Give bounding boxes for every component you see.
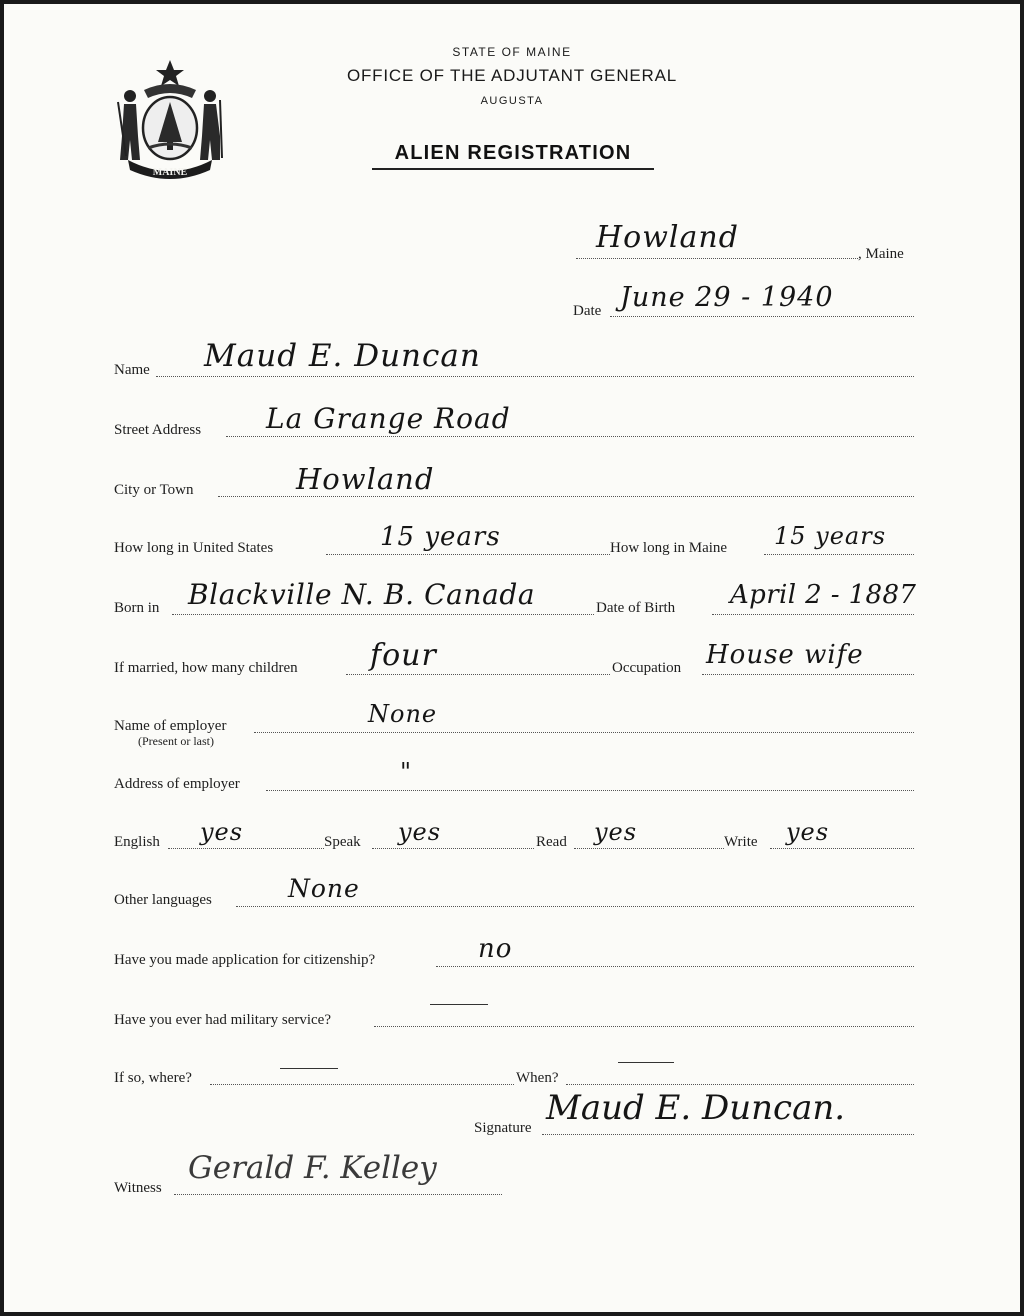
city-value[interactable]: Howland: [296, 462, 435, 496]
speak-field-line: [372, 848, 534, 849]
signature-field-line: [542, 1134, 914, 1135]
how-long-maine-value[interactable]: 15 years: [774, 522, 887, 550]
english-label: English: [114, 834, 160, 850]
title-underline: [372, 168, 654, 170]
children-field-line: [346, 674, 610, 675]
date-field-line: [610, 316, 914, 317]
witness-field-line: [174, 1194, 502, 1195]
signature-label: Signature: [474, 1120, 532, 1136]
english-value[interactable]: yes: [200, 818, 244, 846]
english-field-line: [168, 848, 324, 849]
other-languages-label: Other languages: [114, 892, 212, 908]
write-label: Write: [724, 834, 758, 850]
military-service-dash-mark: [430, 1004, 488, 1005]
how-long-maine-label: How long in Maine: [610, 540, 728, 556]
place-value[interactable]: Howland: [596, 220, 739, 255]
employer-name-sublabel: (Present or last): [138, 734, 214, 748]
how-long-us-field-line: [326, 554, 610, 555]
employer-address-label: Address of employer: [114, 776, 240, 792]
military-service-field-line: [374, 1026, 914, 1027]
witness-value[interactable]: Gerald F. Kelley: [188, 1150, 437, 1186]
occupation-label: Occupation: [612, 660, 682, 676]
name-label: Name: [114, 362, 150, 378]
date-label: Date: [573, 303, 602, 319]
children-value[interactable]: four: [370, 638, 437, 673]
name-field-line: [156, 376, 914, 377]
where-label: If so, where?: [114, 1070, 192, 1086]
signature-value[interactable]: Maud E. Duncan.: [546, 1088, 846, 1128]
where-dash-mark: [280, 1068, 338, 1069]
employer-name-field-line: [254, 732, 914, 733]
form-title: ALIEN REGISTRATION: [394, 142, 632, 164]
write-value[interactable]: yes: [786, 818, 830, 846]
header-city: AUGUSTA: [480, 95, 544, 107]
citizenship-value[interactable]: no: [478, 934, 513, 964]
date-of-birth-label: Date of Birth: [596, 600, 676, 616]
read-field-line: [574, 848, 724, 849]
employer-name-value[interactable]: None: [368, 700, 438, 728]
occupation-value[interactable]: House wife: [706, 640, 864, 670]
place-field-line: [576, 258, 858, 259]
name-value[interactable]: Maud E. Duncan: [204, 338, 481, 374]
street-address-value[interactable]: La Grange Road: [266, 402, 511, 435]
citizenship-label: Have you made application for citizenship?: [114, 952, 376, 968]
seal-banner: MAINE: [152, 167, 188, 178]
write-field-line: [770, 848, 914, 849]
registration-form: [4, 4, 1020, 1312]
speak-label: Speak: [324, 834, 361, 850]
when-field-line: [566, 1084, 914, 1085]
born-in-value[interactable]: Blackville N. B. Canada: [188, 578, 536, 611]
military-service-label: Have you ever had military service?: [114, 1012, 331, 1028]
street-address-label: Street Address: [114, 422, 202, 438]
when-dash-mark: [618, 1062, 674, 1063]
when-label: When?: [516, 1070, 559, 1086]
read-label: Read: [536, 834, 567, 850]
citizenship-field-line: [436, 966, 914, 967]
occupation-field-line: [702, 674, 914, 675]
employer-address-field-line: [266, 790, 914, 791]
employer-name-label: Name of employer: [114, 718, 227, 734]
header-office: OFFICE OF THE ADJUTANT GENERAL: [346, 66, 678, 85]
date-of-birth-field-line: [712, 614, 914, 615]
date-of-birth-value[interactable]: April 2 - 1887: [730, 580, 917, 610]
city-field-line: [218, 496, 914, 497]
other-languages-value[interactable]: None: [288, 874, 360, 903]
witness-label: Witness: [114, 1180, 162, 1196]
born-in-field-line: [172, 614, 594, 615]
how-long-us-label: How long in United States: [114, 540, 274, 556]
how-long-maine-field-line: [764, 554, 914, 555]
born-in-label: Born in: [114, 600, 160, 616]
employer-address-value[interactable]: ": [400, 758, 413, 786]
street-address-field-line: [226, 436, 914, 437]
other-languages-field-line: [236, 906, 914, 907]
city-label: City or Town: [114, 482, 194, 498]
read-value[interactable]: yes: [594, 818, 638, 846]
header-state: STATE OF MAINE: [452, 45, 572, 59]
place-suffix: , Maine: [858, 246, 904, 262]
children-label: If married, how many children: [114, 660, 298, 676]
how-long-us-value[interactable]: 15 years: [380, 522, 501, 552]
speak-value[interactable]: yes: [398, 818, 442, 846]
where-field-line: [210, 1084, 514, 1085]
date-value[interactable]: June 29 - 1940: [620, 282, 834, 313]
